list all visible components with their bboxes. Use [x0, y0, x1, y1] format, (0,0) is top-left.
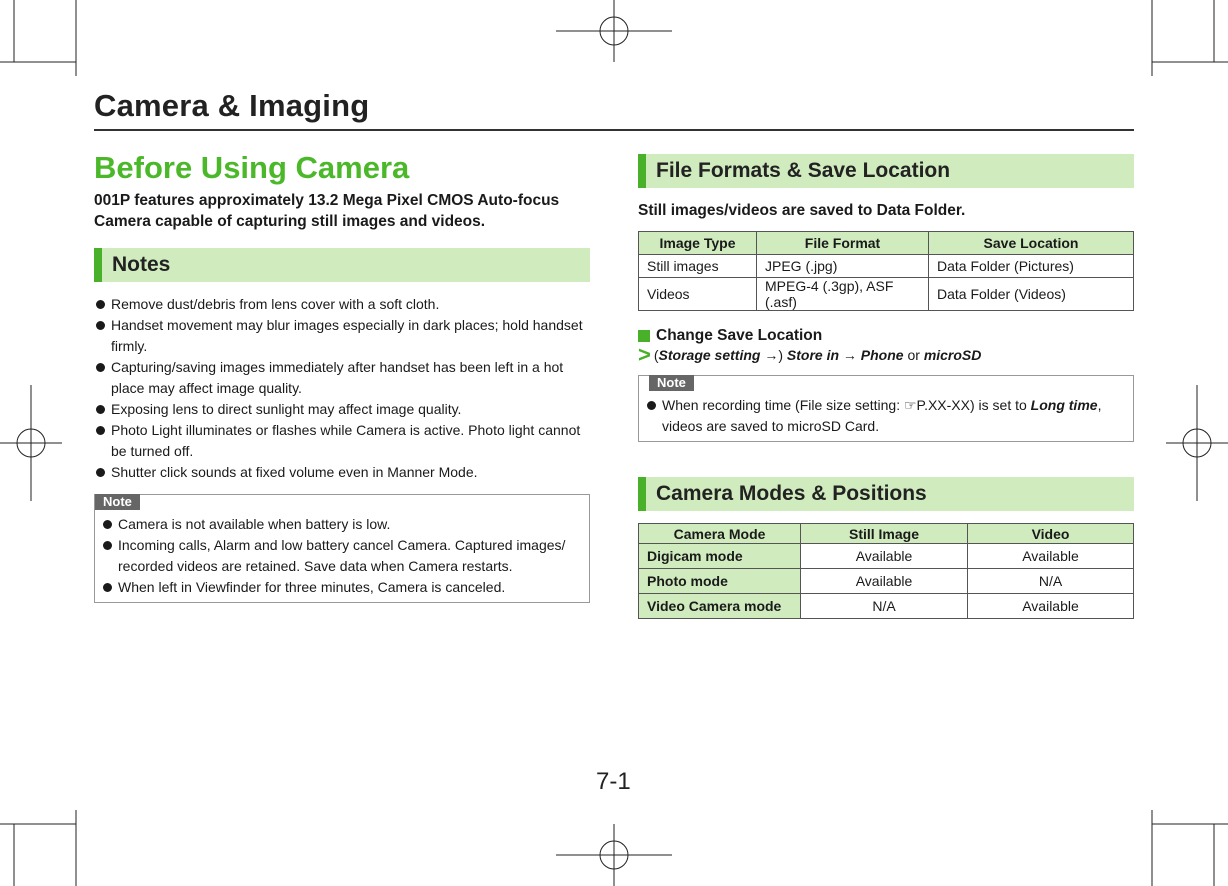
bullet-icon	[103, 583, 112, 592]
page-number: 7-1	[596, 768, 631, 795]
list-item: Incoming calls, Alarm and low battery cancel Camera. Captured images/ recorded videos are retained. Save data when Camera restarts.	[101, 535, 581, 577]
storage-setting-label: Storage setting	[658, 347, 761, 363]
formats-heading-label: File Formats & Save Location	[656, 159, 951, 182]
chevron-right-icon: >	[638, 342, 651, 367]
note-list	[645, 395, 1123, 437]
table-row	[639, 544, 1134, 569]
table-row	[639, 594, 1134, 619]
phone-label: Phone	[860, 347, 904, 363]
column-header: Video	[968, 524, 1134, 544]
formats-table	[638, 231, 1134, 311]
heading-accent-bar	[638, 477, 646, 511]
formats-heading	[638, 154, 1134, 188]
list-item: Handset movement may blur images especially in dark places; hold handset firmly.	[94, 315, 590, 357]
table-cell: N/A	[968, 569, 1134, 594]
bullet-icon	[96, 426, 105, 435]
modes-heading-label: Camera Modes & Positions	[656, 482, 927, 505]
arrow-icon: →	[764, 347, 779, 363]
table-row	[639, 255, 1134, 278]
table-cell: Videos	[639, 278, 757, 311]
bullet-icon	[103, 520, 112, 529]
list-item: Shutter click sounds at fixed volume even in Manner Mode.	[94, 462, 590, 483]
table-header-row	[639, 232, 1134, 255]
or-label: or	[907, 347, 920, 363]
table-cell: Data Folder (Pictures)	[929, 255, 1134, 278]
table-cell: Still images	[639, 255, 757, 278]
note-tag: Note	[649, 375, 694, 391]
list-item: Camera is not available when battery is low.	[101, 514, 581, 535]
list-item: When recording time (File size setting: ☞P.XX-XX) is set to Long time, videos are saved to microSD Card.	[645, 395, 1123, 437]
bullet-icon	[647, 401, 656, 410]
table-cell: Available	[801, 569, 968, 594]
column-header: File Format	[757, 232, 929, 255]
heading-accent-bar	[638, 154, 646, 188]
bullet-icon	[96, 300, 105, 309]
note-tag: Note	[95, 494, 140, 510]
square-icon	[638, 330, 650, 342]
right-column	[638, 154, 1134, 619]
list-item: Capturing/saving images immediately after handset has been left in a hot place may affect image quality.	[94, 357, 590, 399]
modes-table	[638, 523, 1134, 619]
microsd-label: microSD	[923, 347, 982, 363]
table-cell: Available	[968, 544, 1134, 569]
heading-accent-bar	[94, 248, 102, 282]
column-header: Save Location	[929, 232, 1134, 255]
column-header: Image Type	[639, 232, 757, 255]
long-time-label: Long time	[1030, 397, 1098, 413]
list-item: When left in Viewfinder for three minutes, Camera is canceled.	[101, 577, 581, 598]
intro-text: 001P features approximately 13.2 Mega Pixel CMOS Auto-focus Camera capable of capturing still images and videos.	[94, 192, 560, 230]
table-cell: Photo mode	[639, 569, 801, 594]
list-item: Remove dust/debris from lens cover with a soft cloth.	[94, 294, 590, 315]
column-header: Still Image	[801, 524, 968, 544]
bullet-icon	[96, 468, 105, 477]
table-cell: JPEG (.jpg)	[757, 255, 929, 278]
bullet-icon	[96, 363, 105, 372]
table-cell: N/A	[801, 594, 968, 619]
table-cell: Digicam mode	[639, 544, 801, 569]
note-list	[101, 514, 581, 598]
procedure-line	[638, 342, 1134, 367]
paren-close: )	[778, 347, 783, 363]
bullet-icon	[96, 405, 105, 414]
table-cell: Video Camera mode	[639, 594, 801, 619]
note-box	[638, 375, 1134, 442]
table-cell: Data Folder (Videos)	[929, 278, 1134, 311]
chapter-rule	[94, 129, 1134, 131]
table-header-row	[639, 524, 1134, 544]
chapter-title: Camera & Imaging	[94, 88, 370, 123]
bullet-icon	[103, 541, 112, 550]
left-column	[94, 150, 590, 603]
notes-heading	[94, 248, 590, 282]
notes-list	[94, 294, 590, 483]
paren-open: (	[653, 347, 659, 363]
arrow-icon: →	[842, 347, 857, 363]
column-header: Camera Mode	[639, 524, 801, 544]
table-cell: Available	[801, 544, 968, 569]
formats-intro: Still images/videos are saved to Data Folder.	[638, 202, 966, 219]
bullet-icon	[96, 321, 105, 330]
reference-icon: ☞	[903, 397, 917, 413]
table-cell: MPEG-4 (.3gp), ASF (.asf)	[757, 278, 929, 311]
table-cell: Available	[968, 594, 1134, 619]
table-row	[639, 278, 1134, 311]
store-in-label: Store in	[786, 347, 840, 363]
modes-heading	[638, 477, 1134, 511]
table-row	[639, 569, 1134, 594]
notes-heading-label: Notes	[112, 253, 171, 276]
list-item: Photo Light illuminates or flashes while Camera is active. Photo light cannot be turned off.	[94, 420, 590, 462]
change-save-heading: Change Save Location	[638, 327, 1134, 345]
note-box	[94, 494, 590, 603]
page-title: Before Using Camera	[94, 150, 410, 185]
list-item: Exposing lens to direct sunlight may affect image quality.	[94, 399, 590, 420]
